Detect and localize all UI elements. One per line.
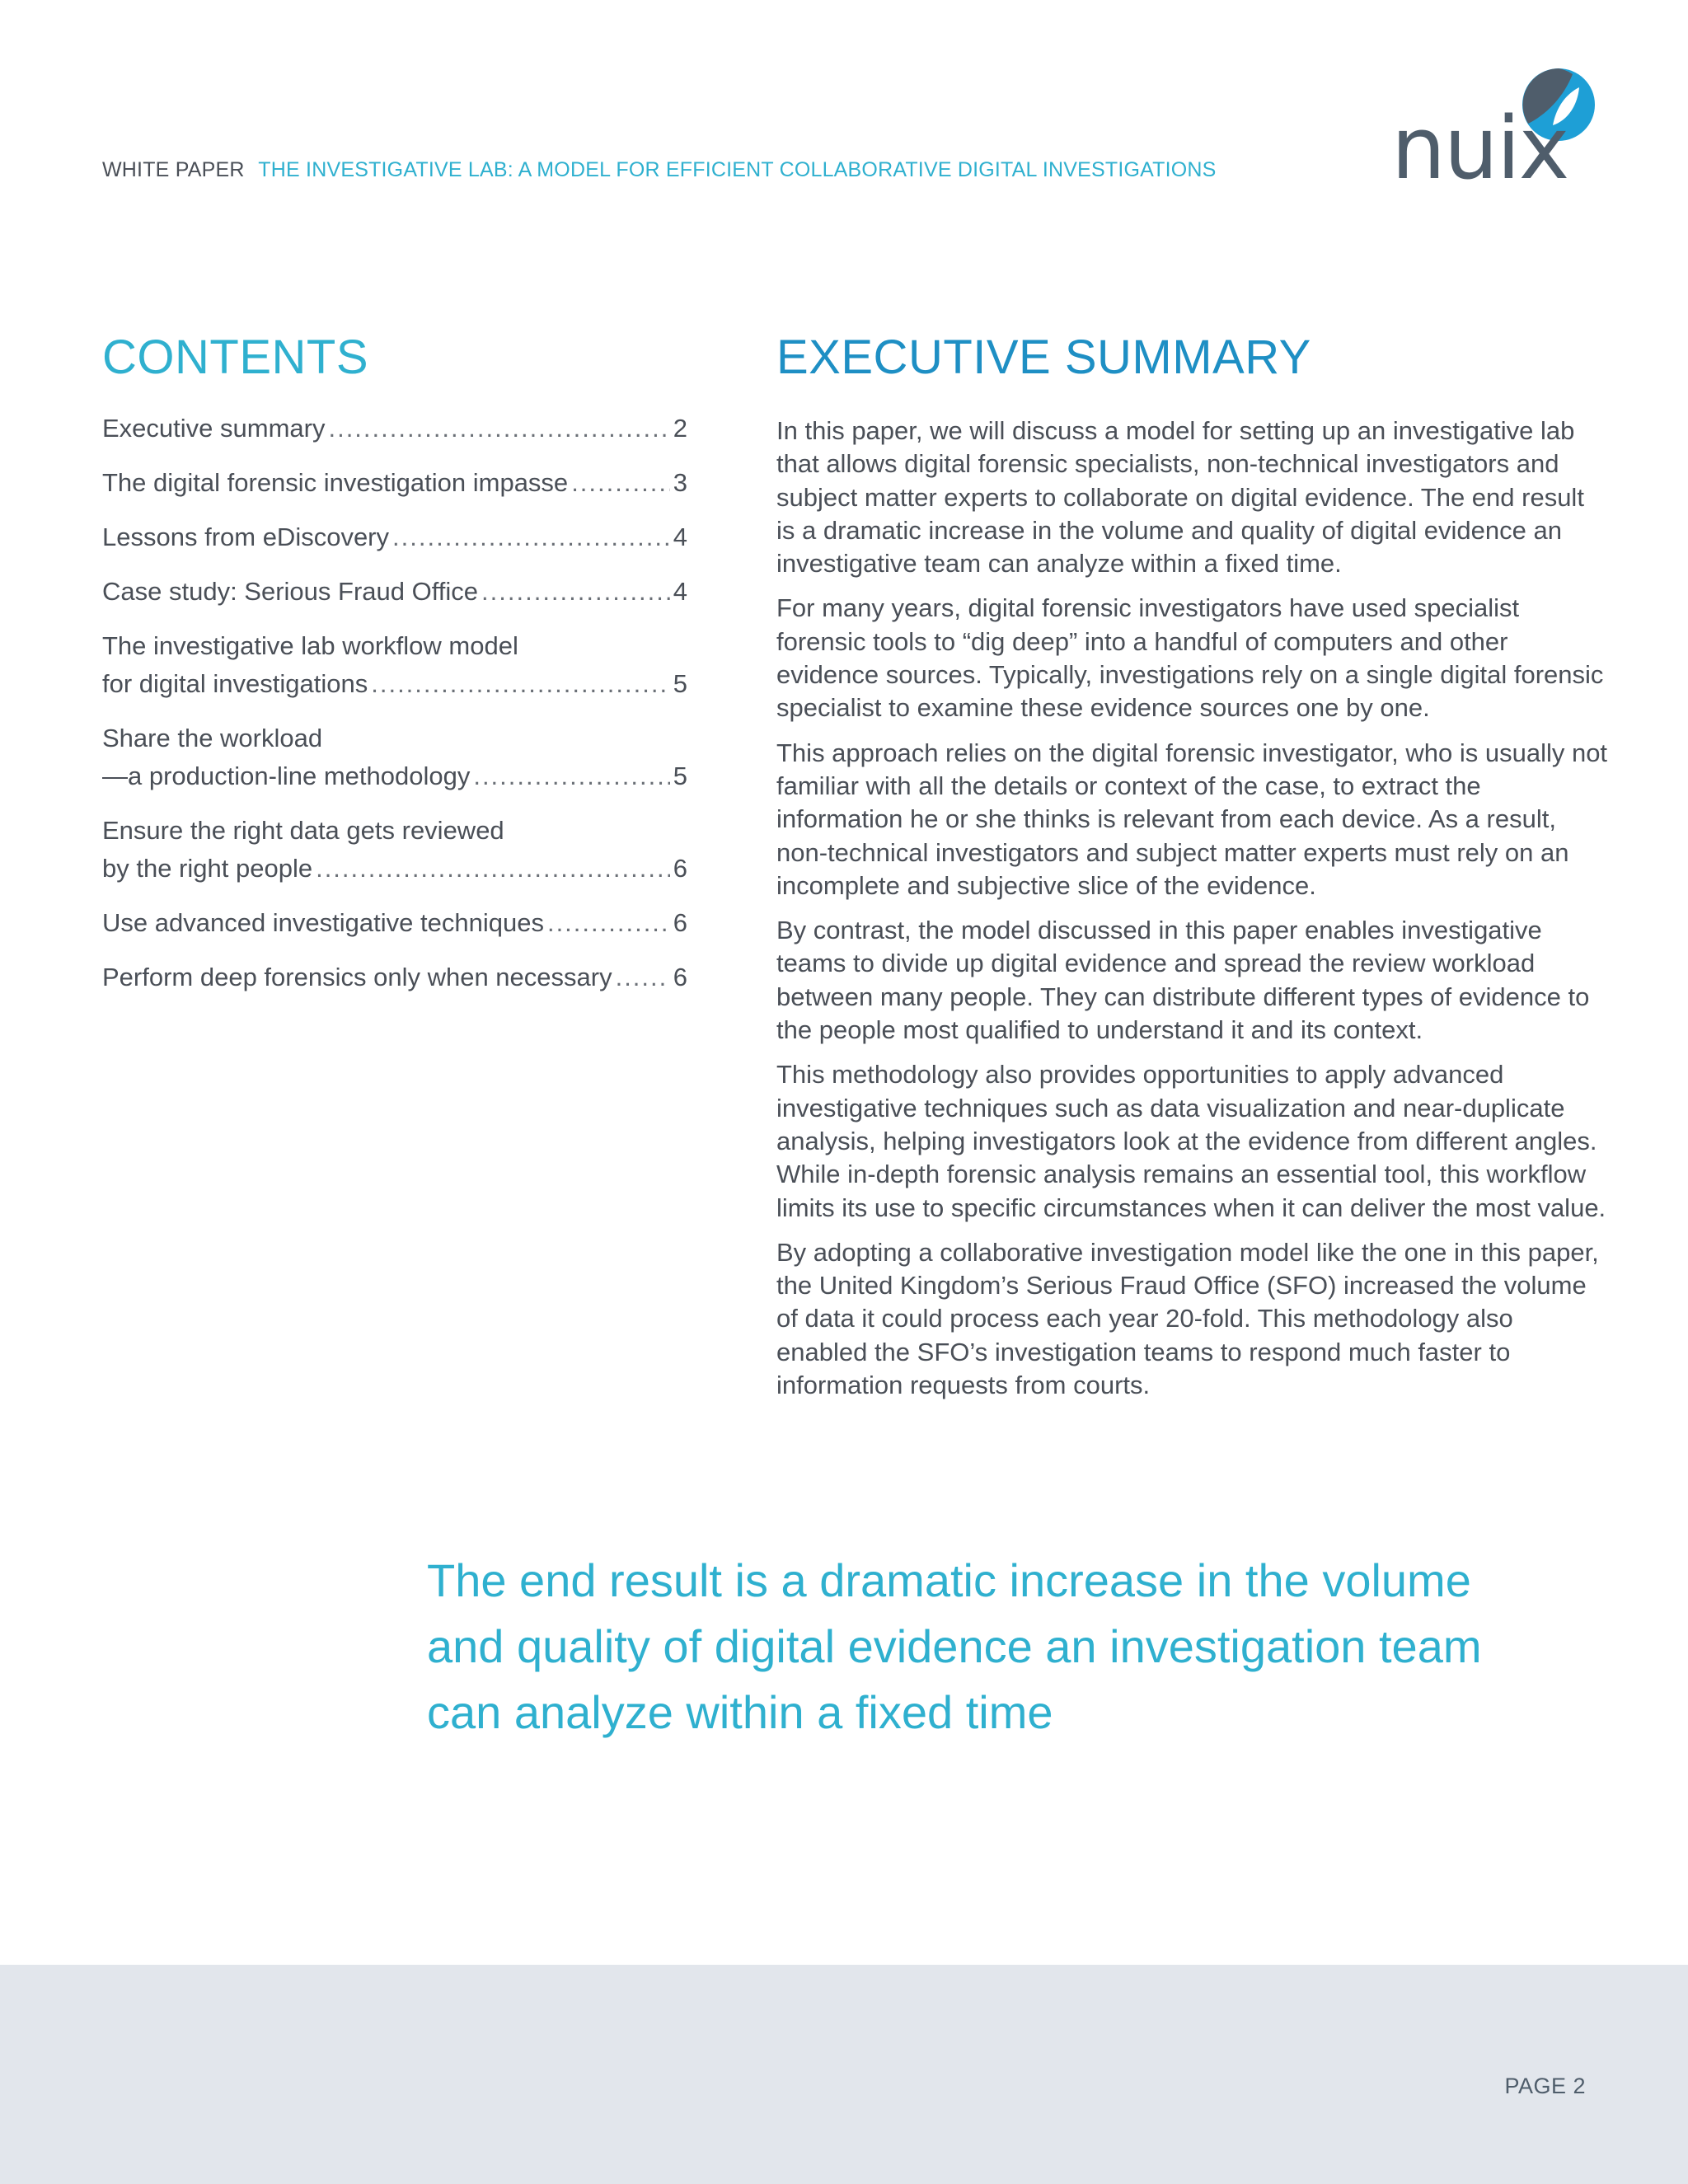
toc-entry-label: Share the workload (102, 724, 323, 752)
toc-entry-label: —a production-line methodology (102, 762, 471, 790)
toc-entry[interactable] (102, 464, 687, 502)
dot-leader (547, 904, 670, 942)
table-of-contents (102, 330, 687, 1013)
toc-line (102, 464, 687, 502)
dot-leader (571, 464, 670, 502)
toc-page-number: 3 (673, 468, 687, 497)
summary-paragraph: For many years, digital forensic investigators have used specialist forensic tools to “dig deep” into a handful of computers and other evidence sources. Typically, investigations rely on a single digital forensic specialist to examine these evidence sources one by one. (776, 593, 1604, 723)
toc-entry[interactable] (102, 518, 687, 556)
toc-line (102, 958, 687, 996)
toc-entry-label: The investigative lab workflow model (102, 631, 518, 660)
toc-line (102, 850, 687, 888)
logo-wordmark: nuix (1391, 98, 1568, 199)
dot-leader (481, 573, 670, 611)
toc-entry-label: Lessons from eDiscovery (102, 523, 390, 551)
summary-heading: EXECUTIVE SUMMARY (776, 330, 1311, 384)
toc-entry-label: Ensure the right data gets reviewed (102, 816, 504, 845)
toc-entry[interactable] (102, 410, 687, 448)
toc-entry-label: Case study: Serious Fraud Office (102, 577, 479, 606)
toc-entry[interactable] (102, 958, 687, 996)
toc-entry-label: for digital investigations (102, 669, 368, 698)
toc-line (102, 518, 687, 556)
toc-page-number: 2 (673, 414, 687, 443)
toc-entry[interactable] (102, 719, 687, 795)
toc-entry-label: Use advanced investigative techniques (102, 908, 544, 937)
summary-paragraph: By contrast, the model discussed in this paper enables investigative teams to divide up digital evidence and spread the review workload between many people. They can distribute different types of evidence to the people most qualified to understand it and its context. (776, 916, 1590, 1045)
toc-entry-label: Executive summary (102, 414, 326, 443)
toc-page-number: 5 (673, 762, 687, 790)
toc-line (102, 410, 687, 448)
dot-leader (316, 850, 670, 888)
toc-entry[interactable] (102, 904, 687, 942)
toc-entry-label: The digital forensic investigation impasse (102, 468, 569, 497)
toc-entry-label: Perform deep forensics only when necessary (102, 963, 612, 991)
nuix-logo (1385, 66, 1599, 199)
toc-entry[interactable] (102, 627, 687, 703)
toc-page-number: 6 (673, 963, 687, 991)
toc-line (102, 573, 687, 611)
summary-paragraph: This approach relies on the digital forensic investigator, who is usually not familiar with all the details or context of the case, to extract the information he or she thinks is relevant from each device. As a result, non-technical investigators and subject matter experts must rely on an incomplete and subjective slice of the evidence. (776, 738, 1608, 900)
toc-entry[interactable] (102, 573, 687, 611)
toc-page-number: 6 (673, 854, 687, 883)
dot-leader (616, 958, 670, 996)
toc-line (102, 757, 687, 795)
summary-paragraph: In this paper, we will discuss a model for setting up an investigative lab that allows digital forensic specialists, non-technical investigators and subject matter experts to collaborate on digital evidence. The end result is a dramatic increase in the volume and quality of digital evidence an investigative team can analyze within a fixed time. (776, 416, 1584, 579)
document-header (102, 158, 1217, 182)
dot-leader (328, 410, 669, 448)
dot-leader (473, 757, 669, 795)
header-title: THE INVESTIGATIVE LAB: A MODEL FOR EFFICIENT COLLABORATIVE DIGITAL INVESTIGATIONS (258, 158, 1217, 181)
dot-leader (392, 518, 670, 556)
executive-summary (776, 330, 1609, 1413)
toc-entry[interactable] (102, 812, 687, 888)
toc-line (102, 904, 687, 942)
toc-page-number: 4 (673, 577, 687, 606)
header-kicker: WHITE PAPER (102, 158, 245, 181)
page-number: PAGE 2 (1504, 2074, 1586, 2098)
toc-line (102, 665, 687, 703)
contents-heading: CONTENTS (102, 330, 368, 384)
toc-page-number: 4 (673, 523, 687, 551)
pull-quote: The end result is a dramatic increase in the volume and quality of digital evidence an investigation team can analyze within a fixed time (427, 1554, 1482, 1738)
toc-entry-label: by the right people (102, 854, 313, 883)
dot-leader (371, 665, 670, 703)
summary-paragraph: This methodology also provides opportunities to apply advanced investigative techniques such as data visualization and near-duplicate analysis, helping investigators look at the evidence from different angles. While in-depth forensic analysis remains an essential tool, this workflow limits its use to specific circumstances when it can deliver the most value. (776, 1060, 1606, 1222)
toc-page-number: 6 (673, 908, 687, 937)
toc-page-number: 5 (673, 669, 687, 698)
summary-paragraph: By adopting a collaborative investigation model like the one in this paper, the United Kingdom’s Serious Fraud Office (SFO) increased the volume of data it could process each year 20-fold. This methodology also enabled the SFO’s investigation teams to respond much faster to information requests from courts. (776, 1237, 1599, 1400)
footer-band (0, 1965, 1688, 2184)
toc-list (102, 410, 687, 996)
